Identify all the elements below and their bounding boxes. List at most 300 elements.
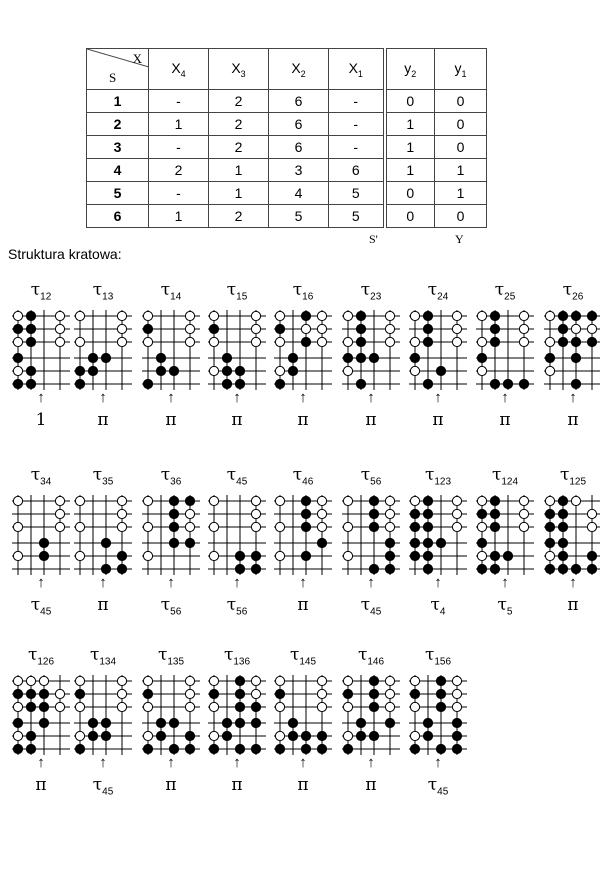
filled-dot	[545, 522, 554, 531]
filled-dot	[75, 379, 84, 388]
open-dot	[410, 337, 419, 346]
open-dot	[75, 676, 84, 685]
filled-dot	[410, 744, 419, 753]
open-dot	[385, 311, 394, 320]
open-dot	[75, 551, 84, 560]
open-dot	[185, 689, 194, 698]
filled-dot	[410, 538, 419, 547]
table-cell: 6	[269, 136, 329, 159]
filled-dot	[356, 731, 365, 740]
filled-dot	[436, 676, 445, 685]
filled-dot	[503, 379, 512, 388]
filled-dot	[490, 311, 499, 320]
filled-dot	[275, 324, 284, 333]
open-dot	[571, 324, 580, 333]
open-dot	[143, 311, 152, 320]
open-dot	[317, 311, 326, 320]
diagram-result: $\tau_{45}$	[92, 775, 114, 798]
diagram-title: $\tau_{25}$	[494, 280, 516, 303]
diagram-title: $\tau_{24}$	[427, 280, 449, 303]
table-row	[87, 182, 487, 205]
filled-dot	[343, 689, 352, 698]
filled-dot	[343, 744, 352, 753]
lattice-grid	[544, 310, 600, 390]
header-x1: $X_1$	[329, 49, 385, 90]
filled-dot	[423, 324, 432, 333]
diagram-title: $\tau_{126}$	[27, 645, 55, 668]
filled-dot	[251, 702, 260, 711]
filled-dot	[410, 353, 419, 362]
open-dot	[519, 324, 528, 333]
up-arrow-icon: ↑	[99, 389, 107, 406]
filled-dot	[452, 718, 461, 727]
diagram-result: π	[567, 595, 579, 615]
open-dot	[410, 311, 419, 320]
filled-dot	[235, 689, 244, 698]
open-dot	[209, 496, 218, 505]
table-cell: 5	[329, 182, 385, 205]
filled-dot	[369, 564, 378, 573]
filled-dot	[410, 689, 419, 698]
filled-dot	[423, 564, 432, 573]
open-dot	[13, 337, 22, 346]
open-dot	[13, 702, 22, 711]
open-dot	[275, 496, 284, 505]
filled-dot	[369, 689, 378, 698]
header-x2: $X_2$	[269, 49, 329, 90]
diagram-result: π	[165, 775, 177, 795]
table-cell: 5	[329, 205, 385, 228]
filled-dot	[436, 689, 445, 698]
open-dot	[343, 496, 352, 505]
table-cell: 2	[149, 159, 209, 182]
open-dot	[26, 676, 35, 685]
open-dot	[275, 676, 284, 685]
filled-dot	[356, 718, 365, 727]
filled-dot	[423, 379, 432, 388]
open-dot	[317, 509, 326, 518]
filled-dot	[75, 366, 84, 375]
diagram-result: $\tau_5$	[497, 595, 513, 618]
filled-dot	[209, 324, 218, 333]
filled-dot	[558, 522, 567, 531]
filled-dot	[169, 509, 178, 518]
open-dot	[343, 366, 352, 375]
open-dot	[143, 496, 152, 505]
diagram-result: $\tau_{45}$	[360, 595, 382, 618]
filled-dot	[143, 379, 152, 388]
filled-dot	[101, 538, 110, 547]
open-dot	[209, 551, 218, 560]
open-dot	[143, 337, 152, 346]
filled-dot	[169, 522, 178, 531]
lattice-grid	[274, 495, 332, 575]
table-cell: 0	[385, 182, 435, 205]
lattice-grid	[409, 310, 467, 390]
up-arrow-icon: ↑	[501, 574, 509, 591]
up-arrow-icon: ↑	[99, 574, 107, 591]
open-dot	[410, 702, 419, 711]
open-dot	[251, 689, 260, 698]
filled-dot	[571, 337, 580, 346]
filled-dot	[75, 744, 84, 753]
filled-dot	[410, 509, 419, 518]
open-dot	[343, 676, 352, 685]
up-arrow-icon: ↑	[434, 574, 442, 591]
open-dot	[117, 324, 126, 333]
filled-dot	[317, 538, 326, 547]
open-dot	[251, 522, 260, 531]
diagram-title: $\tau_{13}$	[92, 280, 114, 303]
lattice-grid	[342, 310, 400, 390]
filled-dot	[117, 551, 126, 560]
filled-dot	[26, 744, 35, 753]
open-dot	[185, 676, 194, 685]
open-dot	[519, 337, 528, 346]
header-y2: $y_2$	[385, 49, 435, 90]
open-dot	[275, 702, 284, 711]
open-dot	[117, 676, 126, 685]
filled-dot	[156, 366, 165, 375]
open-dot	[301, 324, 310, 333]
filled-dot	[101, 731, 110, 740]
filled-dot	[75, 689, 84, 698]
filled-dot	[13, 324, 22, 333]
filled-dot	[26, 366, 35, 375]
filled-dot	[288, 718, 297, 727]
filled-dot	[558, 551, 567, 560]
filled-dot	[369, 731, 378, 740]
row-state-label: 6	[87, 205, 149, 228]
open-dot	[55, 689, 64, 698]
open-dot	[143, 522, 152, 531]
diagram-result: π	[365, 410, 377, 430]
filled-dot	[571, 353, 580, 362]
filled-dot	[436, 744, 445, 753]
table-body	[87, 90, 487, 228]
open-dot	[385, 337, 394, 346]
filled-dot	[101, 564, 110, 573]
up-arrow-icon: ↑	[167, 389, 175, 406]
open-dot	[477, 551, 486, 560]
diagram-title: $\tau_{136}$	[223, 645, 251, 668]
diagram-title: $\tau_{12}$	[30, 280, 52, 303]
diagram-title: $\tau_{46}$	[292, 465, 314, 488]
filled-dot	[26, 731, 35, 740]
open-dot	[13, 366, 22, 375]
lattice-grid	[409, 675, 467, 755]
filled-dot	[410, 522, 419, 531]
diagram-title: $\tau_{145}$	[289, 645, 317, 668]
table-cell: 0	[385, 90, 435, 113]
filled-dot	[185, 538, 194, 547]
filled-dot	[26, 324, 35, 333]
table-cell: -	[329, 113, 385, 136]
filled-dot	[317, 731, 326, 740]
table-header-row	[87, 49, 487, 90]
filled-dot	[26, 337, 35, 346]
filled-dot	[101, 718, 110, 727]
diagram-title: $\tau_{156}$	[424, 645, 452, 668]
filled-dot	[301, 744, 310, 753]
diagram-result: π	[432, 410, 444, 430]
filled-dot	[490, 509, 499, 518]
filled-dot	[222, 731, 231, 740]
lattice-grid	[342, 675, 400, 755]
filled-dot	[587, 551, 596, 560]
lattice-grid	[544, 495, 600, 575]
up-arrow-icon: ↑	[434, 389, 442, 406]
filled-dot	[235, 366, 244, 375]
filled-dot	[545, 509, 554, 518]
filled-dot	[423, 311, 432, 320]
open-dot	[55, 337, 64, 346]
open-dot	[317, 522, 326, 531]
diagram-title: $\tau_{45}$	[226, 465, 248, 488]
open-dot	[571, 496, 580, 505]
diagram-title: $\tau_{16}$	[292, 280, 314, 303]
open-dot	[13, 311, 22, 320]
open-dot	[75, 522, 84, 531]
open-dot	[209, 702, 218, 711]
state-table	[86, 48, 487, 228]
table-cell: 1	[435, 182, 487, 205]
footer-s-prime: S'	[369, 232, 378, 246]
open-dot	[209, 311, 218, 320]
diagram-result: π	[97, 595, 109, 615]
diagram-result: π	[567, 410, 579, 430]
table-cell: 3	[269, 159, 329, 182]
filled-dot	[571, 311, 580, 320]
diagram-result: $\tau_{56}$	[160, 595, 182, 618]
filled-dot	[101, 353, 110, 362]
open-dot	[545, 366, 554, 375]
filled-dot	[13, 353, 22, 362]
table-cell: -	[149, 182, 209, 205]
open-dot	[452, 311, 461, 320]
filled-dot	[13, 689, 22, 698]
open-dot	[275, 522, 284, 531]
filled-dot	[288, 731, 297, 740]
lattice-grid	[74, 310, 132, 390]
filled-dot	[490, 379, 499, 388]
table-cell: 0	[385, 205, 435, 228]
up-arrow-icon: ↑	[434, 754, 442, 771]
open-dot	[317, 689, 326, 698]
filled-dot	[545, 538, 554, 547]
filled-dot	[356, 353, 365, 362]
open-dot	[209, 522, 218, 531]
row-state-label: 1	[87, 90, 149, 113]
diagram-title: $\tau_{146}$	[357, 645, 385, 668]
open-dot	[117, 496, 126, 505]
open-dot	[385, 676, 394, 685]
open-dot	[251, 496, 260, 505]
filled-dot	[587, 311, 596, 320]
filled-dot	[251, 564, 260, 573]
open-dot	[117, 337, 126, 346]
open-dot	[185, 702, 194, 711]
open-dot	[452, 337, 461, 346]
filled-dot	[558, 496, 567, 505]
filled-dot	[88, 366, 97, 375]
filled-dot	[13, 718, 22, 727]
filled-dot	[13, 379, 22, 388]
up-arrow-icon: ↑	[99, 754, 107, 771]
open-dot	[477, 366, 486, 375]
open-dot	[143, 551, 152, 560]
filled-dot	[369, 676, 378, 685]
diagram-result: $\tau_{45}$	[427, 775, 449, 798]
filled-dot	[288, 353, 297, 362]
open-dot	[477, 337, 486, 346]
up-arrow-icon: ↑	[233, 754, 241, 771]
table-cell: 2	[209, 205, 269, 228]
filled-dot	[251, 744, 260, 753]
diagram-title: $\tau_{134}$	[89, 645, 117, 668]
open-dot	[587, 509, 596, 518]
header-y1: $y_1$	[435, 49, 487, 90]
open-dot	[185, 337, 194, 346]
filled-dot	[477, 564, 486, 573]
filled-dot	[477, 538, 486, 547]
up-arrow-icon: ↑	[167, 574, 175, 591]
filled-dot	[156, 353, 165, 362]
header-x3: $X_3$	[209, 49, 269, 90]
filled-dot	[39, 689, 48, 698]
filled-dot	[275, 689, 284, 698]
filled-dot	[545, 564, 554, 573]
filled-dot	[301, 311, 310, 320]
filled-dot	[143, 324, 152, 333]
diagram-result: π	[365, 775, 377, 795]
header-x4: $X_4$	[149, 49, 209, 90]
open-dot	[185, 311, 194, 320]
lattice-grid	[476, 495, 534, 575]
filled-dot	[209, 689, 218, 698]
diagram-title: $\tau_{34}$	[30, 465, 52, 488]
open-dot	[143, 702, 152, 711]
diagram-title: $\tau_{125}$	[559, 465, 587, 488]
diagram-result: $\tau_4$	[430, 595, 446, 618]
open-dot	[275, 337, 284, 346]
filled-dot	[519, 379, 528, 388]
open-dot	[343, 522, 352, 531]
open-dot	[385, 324, 394, 333]
lattice-grid	[142, 495, 200, 575]
filled-dot	[571, 379, 580, 388]
open-dot	[317, 496, 326, 505]
open-dot	[452, 324, 461, 333]
up-arrow-icon: ↑	[569, 389, 577, 406]
open-dot	[519, 522, 528, 531]
filled-dot	[477, 509, 486, 518]
open-dot	[452, 509, 461, 518]
open-dot	[55, 702, 64, 711]
filled-dot	[26, 702, 35, 711]
open-dot	[452, 676, 461, 685]
filled-dot	[169, 496, 178, 505]
filled-dot	[222, 366, 231, 375]
filled-dot	[169, 366, 178, 375]
table-cell: 1	[435, 159, 487, 182]
lattice-grid	[12, 310, 70, 390]
table-cell: 0	[435, 205, 487, 228]
open-dot	[185, 522, 194, 531]
filled-dot	[558, 337, 567, 346]
filled-dot	[558, 311, 567, 320]
filled-dot	[235, 379, 244, 388]
diagram-result: $\tau_{45}$	[30, 595, 52, 618]
filled-dot	[39, 538, 48, 547]
lattice-grid	[142, 310, 200, 390]
table-cell: 2	[209, 113, 269, 136]
filled-dot	[222, 718, 231, 727]
filled-dot	[275, 744, 284, 753]
lattice-grid	[274, 675, 332, 755]
filled-dot	[251, 551, 260, 560]
open-dot	[317, 676, 326, 685]
diagram-title: $\tau_{26}$	[562, 280, 584, 303]
open-dot	[343, 731, 352, 740]
open-dot	[343, 702, 352, 711]
open-dot	[13, 731, 22, 740]
filled-dot	[39, 551, 48, 560]
lattice-grid	[208, 675, 266, 755]
filled-dot	[423, 496, 432, 505]
open-dot	[452, 702, 461, 711]
table-cell: 6	[269, 113, 329, 136]
filled-dot	[301, 731, 310, 740]
filled-dot	[490, 496, 499, 505]
filled-dot	[301, 509, 310, 518]
open-dot	[209, 731, 218, 740]
filled-dot	[143, 744, 152, 753]
filled-dot	[235, 564, 244, 573]
filled-dot	[185, 496, 194, 505]
up-arrow-icon: ↑	[501, 389, 509, 406]
open-dot	[452, 689, 461, 698]
up-arrow-icon: ↑	[167, 754, 175, 771]
filled-dot	[26, 379, 35, 388]
filled-dot	[169, 538, 178, 547]
filled-dot	[356, 379, 365, 388]
filled-dot	[452, 731, 461, 740]
row-state-label: 5	[87, 182, 149, 205]
diagram-title: $\tau_{14}$	[160, 280, 182, 303]
open-dot	[275, 366, 284, 375]
filled-dot	[39, 718, 48, 727]
open-dot	[519, 496, 528, 505]
filled-dot	[275, 379, 284, 388]
lattice-grid	[208, 310, 266, 390]
filled-dot	[423, 551, 432, 560]
table-cell: 2	[209, 90, 269, 113]
filled-dot	[558, 564, 567, 573]
filled-dot	[301, 522, 310, 531]
filled-dot	[423, 718, 432, 727]
open-dot	[385, 496, 394, 505]
up-arrow-icon: ↑	[37, 754, 45, 771]
up-arrow-icon: ↑	[299, 389, 307, 406]
filled-dot	[545, 353, 554, 362]
diagram-title: $\tau_{35}$	[92, 465, 114, 488]
open-dot	[385, 689, 394, 698]
filled-dot	[558, 324, 567, 333]
open-dot	[13, 676, 22, 685]
lattice-grid	[74, 675, 132, 755]
filled-dot	[288, 366, 297, 375]
